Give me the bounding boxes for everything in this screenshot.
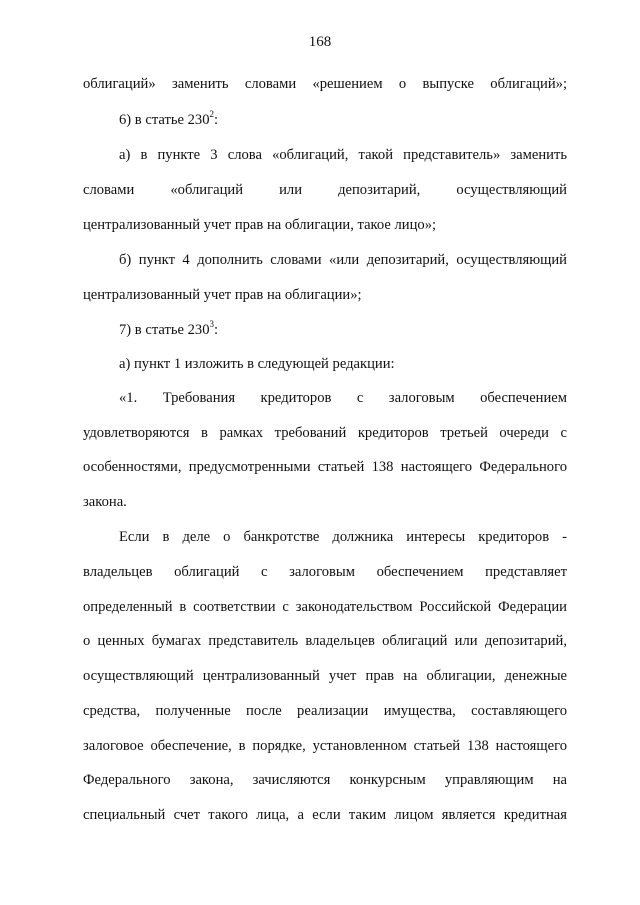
text-line-4: словами «облигаций или депозитарий, осуществляющий [83, 182, 567, 198]
text-line-17: о ценных бумагах представитель владельцев облигаций или депозитарий, [83, 633, 567, 649]
colon: : [214, 322, 219, 338]
text-line-14: Если в деле о банкротстве должника интересы кредиторов - [119, 529, 567, 545]
text-line-1: облигаций» заменить словами «решением о выпуске облигаций»; [83, 76, 567, 92]
text-line-2 [119, 111, 567, 129]
text-line-16: определенный в соответствии с законодательством Российской Федерации [83, 599, 567, 615]
superscript-3: 3 [209, 319, 215, 330]
text-line-6: б) пункт 4 дополнить словами «или депозитарий, осуществляющий [119, 252, 567, 268]
text-line-8 [119, 321, 567, 339]
text-line-20: залоговое обеспечение, в порядке, установленном статьей 138 настоящего [83, 738, 567, 754]
article-230-2-text: 6) в статье 230 [119, 112, 210, 128]
text-line-13: закона. [83, 494, 127, 510]
text-line-5: централизованный учет прав на облигации, такое лицо»; [83, 217, 437, 233]
superscript-2: 2 [209, 109, 215, 120]
text-line-21: Федерального закона, зачисляются конкурсным управляющим на [83, 772, 567, 788]
text-line-9: а) пункт 1 изложить в следующей редакции: [119, 356, 395, 372]
text-line-18: осуществляющий централизованный учет прав на облигации, денежные [83, 668, 567, 684]
page-number: 168 [308, 34, 332, 50]
colon: : [214, 112, 219, 128]
article-230-3-text: 7) в статье 230 [119, 322, 210, 338]
text-line-3: а) в пункте 3 слова «облигаций, такой представитель» заменить [119, 147, 567, 163]
text-line-10: «1. Требования кредиторов с залоговым обеспечением [119, 390, 567, 406]
text-line-19: средства, полученные после реализации имущества, составляющего [83, 703, 567, 719]
text-line-12: особенностями, предусмотренными статьей 138 настоящего Федерального [83, 459, 567, 475]
text-line-7: централизованный учет прав на облигации»; [83, 287, 362, 303]
text-line-11: удовлетворяются в рамках требований кредиторов третьей очереди с [83, 425, 567, 441]
text-line-22: специальный счет такого лица, а если таким лицом является кредитная [83, 807, 567, 823]
text-line-15: владельцев облигаций с залоговым обеспечением представляет [83, 564, 567, 580]
